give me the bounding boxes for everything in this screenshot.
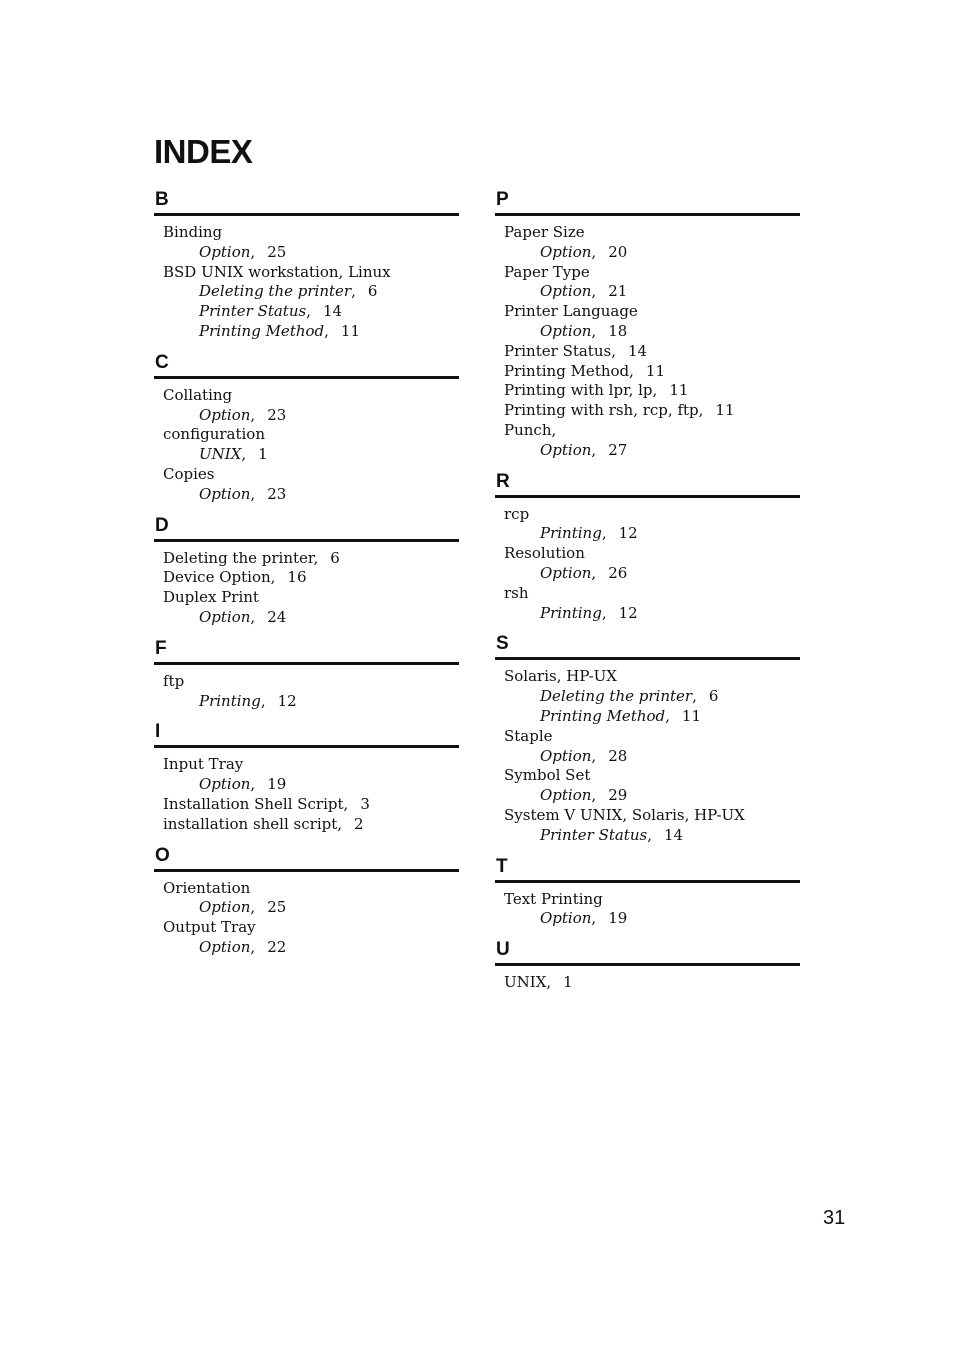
index-term: Output Tray bbox=[163, 918, 256, 937]
separator-comma: , bbox=[647, 825, 652, 844]
separator-comma: , bbox=[337, 814, 343, 833]
page-ref[interactable]: 23 bbox=[267, 484, 287, 503]
page-ref[interactable]: 24 bbox=[267, 607, 287, 626]
section-divider bbox=[495, 880, 800, 883]
section-divider bbox=[495, 963, 800, 966]
page-ref[interactable]: 22 bbox=[267, 937, 287, 956]
section-divider bbox=[495, 213, 800, 216]
section-divider bbox=[154, 376, 459, 379]
index-term: rcp bbox=[504, 504, 530, 523]
section-letter: C bbox=[155, 351, 169, 373]
index-column-right bbox=[495, 187, 800, 1001]
page-ref[interactable]: 12 bbox=[277, 691, 297, 710]
page-ref[interactable]: 6 bbox=[330, 548, 340, 567]
separator-comma: , bbox=[591, 909, 597, 928]
index-entry bbox=[154, 588, 459, 608]
page-ref[interactable]: 11 bbox=[645, 361, 666, 380]
index-term: Option bbox=[540, 746, 592, 765]
separator-comma: , bbox=[306, 302, 311, 321]
page-ref[interactable]: 1 bbox=[258, 445, 268, 464]
index-term: Printer Language bbox=[504, 302, 638, 321]
index-entry bbox=[154, 386, 459, 406]
index-subentry bbox=[495, 441, 800, 461]
separator-comma: , bbox=[629, 361, 634, 380]
separator-comma: , bbox=[270, 568, 276, 587]
index-subentry bbox=[154, 938, 459, 958]
index-subentry bbox=[154, 322, 459, 342]
separator-comma: , bbox=[591, 440, 597, 459]
page-ref[interactable]: 14 bbox=[627, 341, 648, 360]
index-term: UNIX bbox=[199, 445, 242, 464]
index-term: Printing Method bbox=[540, 706, 666, 725]
page-ref[interactable]: 14 bbox=[322, 302, 343, 321]
section-divider bbox=[154, 662, 459, 665]
index-subentry bbox=[154, 243, 459, 263]
index-subentry bbox=[154, 608, 459, 628]
index-subentry bbox=[495, 687, 800, 707]
index-term: Binding bbox=[163, 223, 223, 241]
index-term: Paper Size bbox=[504, 223, 585, 241]
page-ref[interactable]: 6 bbox=[708, 687, 719, 706]
index-term: UNIX bbox=[504, 973, 547, 992]
page-number: 31 bbox=[823, 1207, 846, 1229]
index-subentry bbox=[154, 775, 459, 795]
page-title: INDEX bbox=[154, 133, 253, 170]
index-term: configuration bbox=[163, 425, 265, 444]
separator-comma: , bbox=[665, 706, 670, 725]
section-letter: B bbox=[155, 189, 169, 210]
index-section-b bbox=[154, 187, 459, 342]
separator-comma: , bbox=[591, 786, 597, 805]
index-term: Option bbox=[540, 440, 592, 459]
separator-comma: , bbox=[652, 381, 658, 400]
section-divider bbox=[154, 869, 459, 872]
index-term: Option bbox=[540, 282, 592, 301]
index-subentry bbox=[154, 302, 459, 322]
page-ref[interactable]: 14 bbox=[663, 825, 684, 844]
index-term: Option bbox=[540, 909, 592, 928]
separator-comma: , bbox=[692, 687, 697, 706]
index-term: installation shell script bbox=[163, 814, 338, 833]
section-divider bbox=[154, 213, 459, 216]
page-ref[interactable]: 16 bbox=[287, 568, 307, 587]
separator-comma: , bbox=[250, 242, 256, 261]
page-ref[interactable]: 23 bbox=[267, 405, 287, 424]
section-letter: S bbox=[496, 633, 509, 655]
separator-comma: , bbox=[591, 282, 597, 301]
index-term: Option bbox=[540, 563, 592, 582]
index-term: Input Tray bbox=[163, 755, 244, 774]
separator-comma: , bbox=[250, 937, 256, 956]
index-term: Printer Status bbox=[199, 302, 307, 321]
separator-comma: , bbox=[324, 321, 329, 340]
page-ref[interactable]: 1 bbox=[563, 973, 573, 992]
index-entry bbox=[154, 263, 459, 283]
separator-comma: , bbox=[591, 746, 597, 765]
index-section-c bbox=[154, 350, 459, 505]
page-ref[interactable]: 28 bbox=[608, 746, 628, 765]
index-entry bbox=[495, 667, 800, 687]
section-divider bbox=[154, 745, 459, 748]
index-entry bbox=[154, 879, 459, 899]
index-entry bbox=[495, 381, 800, 401]
index-entry bbox=[154, 815, 459, 835]
index-term: Text Printing bbox=[504, 889, 603, 908]
separator-comma: , bbox=[313, 548, 319, 567]
page-ref[interactable]: 2 bbox=[354, 814, 364, 833]
index-entry bbox=[495, 421, 800, 441]
index-entry bbox=[495, 544, 800, 564]
index-term: Deleting the printer bbox=[540, 687, 693, 706]
page-ref[interactable]: 12 bbox=[618, 524, 638, 543]
index-subentry bbox=[495, 564, 800, 584]
index-subentry bbox=[495, 786, 800, 806]
index-term: Option bbox=[199, 607, 251, 626]
index-subentry bbox=[495, 243, 800, 263]
section-letter: R bbox=[496, 470, 510, 492]
index-subentry bbox=[495, 747, 800, 767]
index-term: Punch, bbox=[504, 420, 557, 439]
page-ref[interactable]: 3 bbox=[360, 794, 370, 813]
index-term: Solaris, HP-UX bbox=[504, 667, 617, 686]
index-term: BSD UNIX workstation, Linux bbox=[163, 262, 391, 281]
index-subentry bbox=[154, 282, 459, 302]
index-subentry bbox=[495, 826, 800, 846]
index-term: Printing bbox=[199, 691, 261, 710]
index-entry bbox=[154, 425, 459, 445]
index-term: Device Option bbox=[163, 568, 271, 587]
index-term: Option bbox=[540, 321, 592, 340]
page-ref[interactable]: 11 bbox=[669, 381, 689, 400]
index-section-o bbox=[154, 843, 459, 958]
separator-comma: , bbox=[611, 341, 616, 360]
index-entry bbox=[495, 727, 800, 747]
index-entry bbox=[495, 362, 800, 382]
separator-comma: , bbox=[601, 524, 607, 543]
index-term: Option bbox=[199, 775, 251, 794]
page-ref[interactable]: 25 bbox=[267, 898, 287, 917]
index-entry bbox=[495, 806, 800, 826]
index-subentry bbox=[154, 406, 459, 426]
index-term: Printer Status bbox=[504, 341, 612, 360]
index-section-f bbox=[154, 636, 459, 712]
index-term: Installation Shell Script bbox=[163, 794, 344, 813]
index-subentry bbox=[495, 282, 800, 302]
index-term: Printing with rsh, rcp, ftp bbox=[504, 401, 699, 420]
index-term: Option bbox=[540, 786, 592, 805]
index-entry bbox=[154, 465, 459, 485]
section-divider bbox=[495, 495, 800, 498]
separator-comma: , bbox=[343, 794, 349, 813]
page-ref[interactable]: 21 bbox=[608, 282, 628, 301]
section-divider bbox=[154, 539, 459, 542]
index-entry bbox=[154, 549, 459, 569]
page-ref[interactable]: 20 bbox=[608, 242, 628, 261]
separator-comma: , bbox=[250, 775, 256, 794]
index-subentry bbox=[154, 898, 459, 918]
index-term: Printing Method bbox=[199, 321, 325, 340]
index-entry bbox=[495, 890, 800, 910]
index-term: Option bbox=[199, 484, 251, 503]
index-section-u bbox=[495, 937, 800, 993]
page-ref[interactable]: 12 bbox=[618, 603, 638, 622]
index-term: rsh bbox=[504, 583, 529, 602]
index-section-p bbox=[495, 187, 800, 461]
index-entry bbox=[495, 766, 800, 786]
index-subentry bbox=[495, 909, 800, 929]
separator-comma: , bbox=[698, 401, 704, 420]
index-subentry bbox=[495, 524, 800, 544]
section-letter: I bbox=[155, 721, 161, 743]
index-term: Duplex Print bbox=[163, 588, 259, 607]
index-term: Printing Method bbox=[504, 361, 630, 380]
index-term: Printing bbox=[540, 524, 602, 543]
index-entry bbox=[154, 795, 459, 815]
section-letter: D bbox=[155, 514, 169, 536]
index-entry bbox=[495, 302, 800, 322]
section-letter: T bbox=[496, 855, 508, 877]
section-letter: O bbox=[155, 844, 170, 866]
index-subentry bbox=[154, 485, 459, 505]
index-entry bbox=[495, 505, 800, 525]
index-section-d bbox=[154, 513, 459, 628]
index-term: Printer Status bbox=[540, 825, 648, 844]
index-term: Deleting the printer bbox=[199, 282, 352, 301]
index-term: Resolution bbox=[504, 544, 585, 563]
separator-comma: , bbox=[250, 484, 256, 503]
separator-comma: , bbox=[250, 607, 256, 626]
index-term: Option bbox=[199, 898, 251, 917]
separator-comma: , bbox=[591, 563, 597, 582]
separator-comma: , bbox=[250, 405, 256, 424]
index-section-r bbox=[495, 469, 800, 624]
index-term: Deleting the printer bbox=[163, 548, 314, 567]
index-term: Printing bbox=[540, 603, 602, 622]
index-entry bbox=[495, 342, 800, 362]
index-entry bbox=[495, 263, 800, 283]
index-entry bbox=[495, 584, 800, 604]
page-ref[interactable]: 11 bbox=[681, 706, 702, 725]
page-ref[interactable]: 26 bbox=[608, 563, 628, 582]
index-entry bbox=[154, 568, 459, 588]
index-entry bbox=[495, 401, 800, 421]
index-entry bbox=[154, 755, 459, 775]
index-subentry bbox=[154, 445, 459, 465]
index-term: Collating bbox=[163, 385, 233, 404]
index-term: Option bbox=[199, 405, 251, 424]
separator-comma: , bbox=[250, 898, 256, 917]
index-term: Option bbox=[199, 937, 251, 956]
section-letter: F bbox=[155, 637, 167, 659]
index-section-i bbox=[154, 719, 459, 834]
index-entry bbox=[154, 223, 459, 243]
index-entry bbox=[495, 973, 800, 993]
section-letter: P bbox=[496, 189, 509, 210]
page-ref[interactable]: 6 bbox=[367, 282, 378, 301]
index-term: Symbol Set bbox=[504, 766, 591, 785]
index-subentry bbox=[154, 692, 459, 712]
index-term: Orientation bbox=[163, 878, 251, 897]
index-subentry bbox=[495, 707, 800, 727]
index-section-t bbox=[495, 854, 800, 930]
index-term: ftp bbox=[163, 671, 185, 690]
separator-comma: , bbox=[351, 282, 356, 301]
index-column-left bbox=[154, 187, 459, 966]
separator-comma: , bbox=[591, 242, 597, 261]
section-letter: U bbox=[496, 939, 510, 961]
index-term: Copies bbox=[163, 464, 215, 483]
index-entry bbox=[154, 918, 459, 938]
index-term: Paper Type bbox=[504, 262, 590, 281]
separator-comma: , bbox=[260, 691, 266, 710]
page-ref[interactable]: 27 bbox=[608, 440, 628, 459]
separator-comma: , bbox=[591, 321, 597, 340]
index-subentry bbox=[495, 604, 800, 624]
page-ref[interactable]: 19 bbox=[267, 775, 287, 794]
index-term: Printing with lpr, lp bbox=[504, 381, 653, 400]
page-ref[interactable]: 11 bbox=[715, 401, 735, 420]
separator-comma: , bbox=[546, 973, 552, 992]
page-ref[interactable]: 19 bbox=[608, 909, 628, 928]
index-term: Option bbox=[540, 242, 592, 261]
index-section-s bbox=[495, 631, 800, 845]
separator-comma: , bbox=[241, 445, 247, 464]
index-term: Option bbox=[199, 242, 251, 261]
index-entry bbox=[495, 223, 800, 243]
separator-comma: , bbox=[601, 603, 607, 622]
index-entry bbox=[154, 672, 459, 692]
section-divider bbox=[495, 657, 800, 660]
index-term: Staple bbox=[504, 726, 553, 745]
page-ref[interactable]: 29 bbox=[608, 786, 628, 805]
page-ref[interactable]: 25 bbox=[267, 242, 287, 261]
page-ref[interactable]: 11 bbox=[340, 321, 361, 340]
page-ref[interactable]: 18 bbox=[608, 321, 628, 340]
index-subentry bbox=[495, 322, 800, 342]
index-term: System V UNIX, Solaris, HP-UX bbox=[504, 805, 745, 824]
